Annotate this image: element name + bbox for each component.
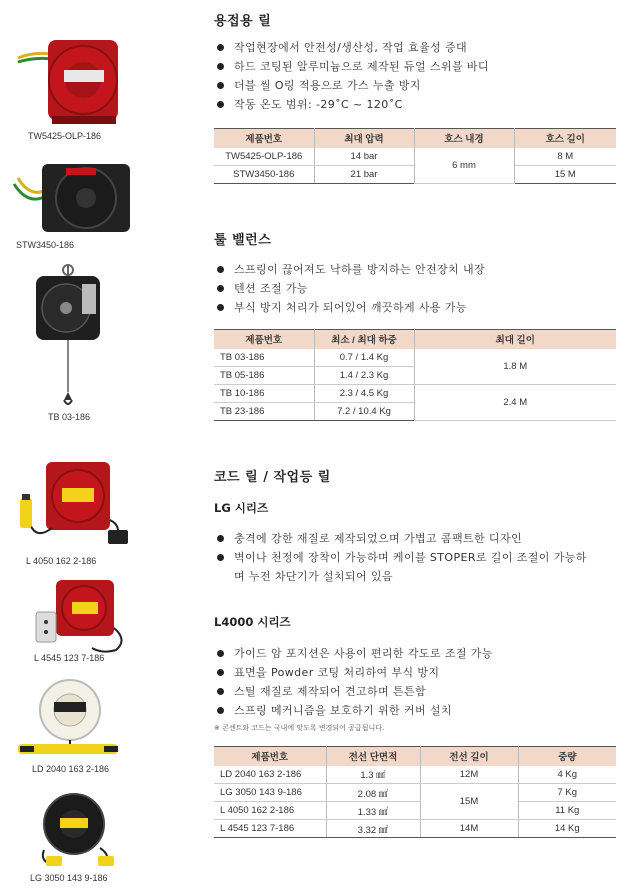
product-l4545-caption: L 4545 123 7-186 <box>34 653 105 663</box>
table-row <box>214 385 616 403</box>
tool-spec-table <box>214 329 616 421</box>
welding-feature-item: 더블 씰 O링 적용으로 가스 누출 방지 <box>214 76 489 95</box>
product-tw5425-caption: TW5425-OLP-186 <box>28 131 102 141</box>
table-header: 전선 단면적 <box>326 747 420 766</box>
table-cell: L 4050 162 2-186 <box>214 802 326 820</box>
product-lg3050-caption: LG 3050 143 9-186 <box>30 873 108 883</box>
table-cell: LD 2040 163 2-186 <box>214 766 326 784</box>
table-cell: 1.8 M <box>414 349 616 385</box>
cord-note: ※ 콘센트와 코드는 국내에 맞도록 변경되어 공급됩니다. <box>214 724 385 732</box>
table-row <box>214 349 616 367</box>
table-cell: 3.32 ㎟ <box>326 820 420 838</box>
table-header: 최대 압력 <box>314 129 414 148</box>
l4000-feature-item: 표면을 Powder 코팅 처리하여 부식 방지 <box>214 663 493 682</box>
tool-feature-list <box>214 260 485 317</box>
table-cell: 14M <box>420 820 518 838</box>
welding-spec-table <box>214 128 616 184</box>
table-cell: TB 05-186 <box>214 367 314 385</box>
table-cell: 14 Kg <box>518 820 616 838</box>
product-image-column <box>0 0 200 889</box>
l4000-series-title: L4000 시리즈 <box>214 615 291 629</box>
table-cell: TB 03-186 <box>214 349 314 367</box>
welding-feature-list <box>214 38 489 114</box>
cord-section-title: 코드 릴 / 작업등 릴 <box>214 470 331 485</box>
tool-feature-item: 스프링이 끊어져도 낙하를 방지하는 안전장치 내장 <box>214 260 485 279</box>
product-l4050-caption: L 4050 162 2-186 <box>26 556 97 566</box>
product-l4050-image <box>12 458 137 554</box>
lg-feature-item-continuation: 며 누전 차단기가 설치되어 있음 <box>234 570 393 583</box>
table-row <box>214 766 616 784</box>
welding-section-title: 용접용 릴 <box>214 14 272 29</box>
product-stw3450-caption: STW3450-186 <box>16 240 75 250</box>
table-header: 중량 <box>518 747 616 766</box>
table-cell: 1.4 / 2.3 Kg <box>314 367 414 385</box>
table-header: 제품번호 <box>214 129 314 148</box>
table-cell: 11 Kg <box>518 802 616 820</box>
lg-feature-item: 벽이나 천정에 장착이 가능하며 케이블 STOPER로 길이 조절이 가능하 <box>214 548 587 567</box>
tool-section-title: 툴 밸런스 <box>214 233 272 248</box>
table-cell: STW3450-186 <box>214 166 314 184</box>
lg-series-title: LG 시리즈 <box>214 501 269 515</box>
table-cell: 6 mm <box>414 148 514 184</box>
product-ld2040-image <box>14 676 124 762</box>
table-cell: 7.2 / 10.4 Kg <box>314 403 414 421</box>
table-cell: 2.4 M <box>414 385 616 421</box>
table-header: 최소 / 최대 하중 <box>314 330 414 349</box>
table-cell: 14 bar <box>314 148 414 166</box>
table-cell: TB 23-186 <box>214 403 314 421</box>
table-cell: 4 Kg <box>518 766 616 784</box>
table-row <box>214 784 616 802</box>
table-cell: LG 3050 143 9-186 <box>214 784 326 802</box>
table-cell: 15M <box>420 784 518 820</box>
product-tb03-caption: TB 03-186 <box>48 412 91 422</box>
table-row <box>214 820 616 838</box>
table-header: 전선 길이 <box>420 747 518 766</box>
l4000-feature-item: 스프링 메커니즘을 보호하기 위한 커버 설치 <box>214 701 493 720</box>
product-tb03-image <box>28 262 108 407</box>
product-l4545-image <box>32 578 132 656</box>
table-cell: 15 M <box>514 166 616 184</box>
welding-feature-item: 하드 코팅된 알루미늄으로 제작된 듀얼 스위블 바디 <box>214 57 489 76</box>
table-header: 제품번호 <box>214 330 314 349</box>
table-header: 최대 길이 <box>414 330 616 349</box>
table-cell: TW5425-OLP-186 <box>214 148 314 166</box>
table-cell: 2.3 / 4.5 Kg <box>314 385 414 403</box>
table-cell: 1.33 ㎟ <box>326 802 420 820</box>
table-row <box>214 148 616 166</box>
product-tw5425-image <box>8 20 128 130</box>
table-cell: L 4545 123 7-186 <box>214 820 326 838</box>
l4000-feature-item: 스틸 재질로 제작되어 견고하며 튼튼함 <box>214 682 493 701</box>
table-cell: 0.7 / 1.4 Kg <box>314 349 414 367</box>
table-cell: 1.3 ㎟ <box>326 766 420 784</box>
table-cell: 2.08 ㎟ <box>326 784 420 802</box>
welding-feature-item: 작동 온도 범위: -29˚C ~ 120˚C <box>214 95 489 114</box>
tool-feature-item: 텐션 조절 가능 <box>214 279 485 298</box>
table-cell: 12M <box>420 766 518 784</box>
l4000-feature-item: 가이드 암 포지션은 사용이 편리한 각도로 조절 가능 <box>214 644 493 663</box>
lg-feature-item: 충격에 강한 재질로 제작되었으며 가볍고 콤팩트한 디자인 <box>214 529 587 548</box>
table-header: 호스 길이 <box>514 129 616 148</box>
table-cell: 21 bar <box>314 166 414 184</box>
cord-spec-table <box>214 746 616 838</box>
table-header: 제품번호 <box>214 747 326 766</box>
welding-feature-item: 작업현장에서 안전성/생산성, 작업 효율성 증대 <box>214 38 489 57</box>
l4000-feature-list <box>214 644 493 720</box>
product-stw3450-image <box>10 158 135 236</box>
table-cell: 8 M <box>514 148 616 166</box>
table-cell: TB 10-186 <box>214 385 314 403</box>
product-lg3050-image <box>20 790 130 870</box>
lg-feature-list <box>214 529 587 586</box>
product-ld2040-caption: LD 2040 163 2-186 <box>32 764 110 774</box>
table-cell: 7 Kg <box>518 784 616 802</box>
table-row <box>214 802 616 820</box>
tool-feature-item: 부식 방지 처리가 되어있어 깨끗하게 사용 가능 <box>214 298 485 317</box>
table-header: 호스 내경 <box>414 129 514 148</box>
